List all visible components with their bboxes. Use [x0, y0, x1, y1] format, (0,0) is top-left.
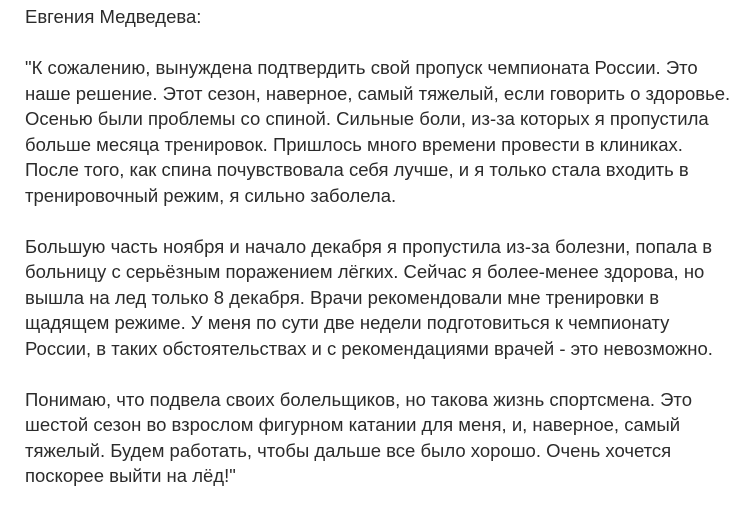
text-line: тяжелый. Будем работать, чтобы дальше все было хорошо. Очень хочется — [25, 439, 672, 461]
text-line: щадящем режиме. У меня по сути две недели подготовиться к чемпионату — [25, 312, 670, 333]
paragraph-1 — [25, 55, 734, 208]
text-line: "К сожалению, вынуждена подтвердить свой пропуск чемпионата России. Это — [25, 57, 698, 78]
text-line: поскорее выйти на лёд!" — [25, 465, 236, 486]
paragraph-3 — [25, 387, 734, 489]
paragraph-2 — [25, 234, 734, 362]
text-line: вышла на лед только 8 декабря. Врачи рекомендовали мне тренировки в — [25, 286, 660, 308]
text-line: наше решение. Этот сезон, наверное, самый тяжелый, если говорить о здоровье. — [25, 82, 731, 104]
text-line: больницу с серьёзным поражением лёгких. Сейчас я более-менее здорова, но — [25, 261, 705, 282]
paragraph-gap — [25, 30, 734, 56]
text-line: России, в таких обстоятельствах и с рекомендациями врачей - это невозможно. — [25, 337, 713, 359]
text-line: больше месяца тренировок. Пришлось много времени провести в клиниках. — [25, 133, 683, 155]
text-line: Осенью были проблемы со спиной. Сильные боли, из-за которых я пропустила — [25, 108, 709, 129]
quote-author: Евгения Медведева: — [25, 6, 202, 27]
text-line: шестой сезон во взрослом фигурном катании для меня, и, наверное, самый — [25, 414, 681, 435]
paragraph-gap — [25, 361, 734, 387]
text-line: Большую часть ноября и начало декабря я пропустила из-за болезни, попала в — [25, 235, 713, 257]
text-line: тренировочный режим, я сильно заболела. — [25, 184, 397, 206]
paragraph-gap — [25, 208, 734, 234]
text-line: После того, как спина почувствовала себя лучше, и я только стала входить в — [25, 159, 689, 180]
text-line: Понимаю, что подвела своих болельщиков, но такова жизнь спортсмена. Это — [25, 388, 692, 410]
